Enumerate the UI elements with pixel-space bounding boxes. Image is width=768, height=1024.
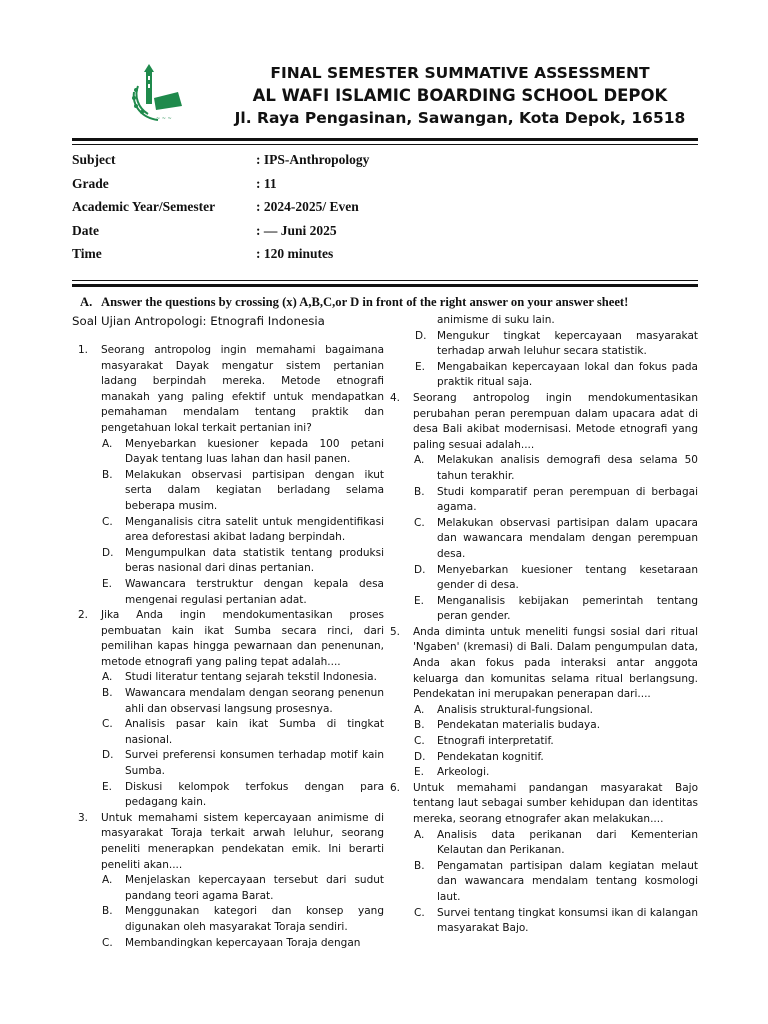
school-address: Jl. Raya Pengasinan, Sawangan, Kota Depok, 16518 xyxy=(234,109,686,127)
info-divider-thin xyxy=(72,280,698,281)
option-letter: C. xyxy=(414,735,425,748)
question-text: Seorang antropolog ingin mendokumentasikan perubahan peran perempuan dalam upacara adat di desa Bali akibat modernisasi. Metode etnografi yang paling sesuai adalah.... xyxy=(413,391,698,451)
option-text: Pendekatan kognitif. xyxy=(437,750,544,763)
option-letter: B. xyxy=(414,859,425,872)
option-letter: D. xyxy=(102,546,114,559)
option-text: Mengukur tingkat kepercayaan masyarakat terhadap arwah leluhur secara statistik. xyxy=(437,329,698,358)
option-text: Analisis data perikanan dari Kementerian Kelautan dan Perikanan. xyxy=(437,828,698,857)
option-text: Etnografi interpretatif. xyxy=(437,735,554,748)
option-text: Menggunakan kategori dan konsep yang digunakan oleh masyarakat Toraja sendiri. xyxy=(125,905,384,933)
option-a[interactable] xyxy=(101,437,384,468)
option-text: Menyebarkan kuesioner tentang kesetaraan gender di desa. xyxy=(437,563,698,592)
info-value: : 11 xyxy=(256,175,277,191)
option-letter: C. xyxy=(102,936,113,949)
option-text: Menganalisis kebijakan pemerintah tentang peran gender. xyxy=(437,594,698,623)
question-3 xyxy=(76,811,384,951)
option-text: Wawancara terstruktur dengan kepala desa mengenai regulasi pertanian adat. xyxy=(125,577,384,606)
option-c-continuation: animisme di suku lain. xyxy=(437,314,555,326)
info-label: Time xyxy=(72,246,102,262)
info-label: Grade xyxy=(72,175,109,191)
option-letter: A. xyxy=(414,828,425,841)
option-text: Melakukan analisis demografi desa selama 50 tahun terakhir. xyxy=(437,454,698,482)
option-c[interactable] xyxy=(413,906,698,937)
option-letter: B. xyxy=(102,687,113,700)
option-text: Survei preferensi konsumen terhadap motif kain Sumba. xyxy=(125,749,384,778)
option-text: Melakukan observasi partisipan dengan ikut serta dalam kegiatan berladang selama beberapa musim. xyxy=(125,468,384,512)
option-c[interactable] xyxy=(101,515,384,546)
option-a[interactable] xyxy=(413,703,698,719)
question-number: 1. xyxy=(78,344,89,356)
info-value: : IPS-Anthropology xyxy=(256,152,370,167)
option-text: Mengabaikan kepercayaan lokal dan fokus pada praktik ritual saja. xyxy=(437,360,698,389)
option-letter: A. xyxy=(102,671,113,684)
info-divider-thick xyxy=(72,284,698,287)
question-4 xyxy=(388,391,698,625)
option-c[interactable] xyxy=(101,717,384,748)
logo-arabic-inscription: ~ ~ ~ xyxy=(156,116,172,122)
info-value: : 2024-2025/ Even xyxy=(256,199,359,215)
question-number: 4. xyxy=(390,391,401,404)
section-title: Soal Ujian Antropologi: Etnografi Indonesia xyxy=(72,314,325,328)
option-a[interactable] xyxy=(413,453,698,484)
option-letter: B. xyxy=(414,485,425,498)
option-letter: A. xyxy=(414,454,425,467)
question-text: Seorang antropolog ingin memahami bagaimana masyarakat Dayak mengatur sistem pertanian ladang berpindah mereka. Metode etnografi manakah yang paling efektif untuk mendapatkan pemahaman mendalam tentang praktik dan pengetahuan lokal terkait pertanian ini? xyxy=(101,344,384,434)
option-letter: E. xyxy=(102,577,112,590)
option-e[interactable] xyxy=(101,780,384,811)
option-b[interactable] xyxy=(101,686,384,717)
option-text: Survei tentang tingkat konsumsi ikan di kalangan masyarakat Bajo. xyxy=(437,906,698,935)
option-text: Menganalisis citra satelit untuk mengidentifikasi area deforestasi akibat ladang berpindah. xyxy=(125,515,384,544)
option-b[interactable] xyxy=(413,718,698,734)
option-letter: D. xyxy=(414,563,426,576)
option-letter: B. xyxy=(414,719,425,732)
option-letter: E. xyxy=(414,766,424,779)
school-crest-icon xyxy=(126,62,186,124)
option-text: Studi literatur tentang sejarah tekstil Indonesia. xyxy=(125,671,377,684)
option-a[interactable] xyxy=(101,670,384,686)
option-c[interactable] xyxy=(413,734,698,750)
option-letter: B. xyxy=(102,905,113,918)
info-value: : — Juni 2025 xyxy=(256,222,337,238)
option-letter: B. xyxy=(102,468,113,481)
option-letter: D. xyxy=(414,750,426,763)
option-b[interactable] xyxy=(413,485,698,516)
questions-column-left xyxy=(76,343,384,951)
option-letter: E. xyxy=(102,780,112,793)
question-1 xyxy=(76,343,384,608)
option-d[interactable] xyxy=(388,329,698,360)
option-text: Mengumpulkan data statistik tentang produksi beras nasional dari dinas pertanian. xyxy=(125,546,384,575)
info-label: Subject xyxy=(72,152,116,167)
option-a[interactable] xyxy=(101,873,384,904)
option-letter: A. xyxy=(102,437,113,450)
option-b[interactable] xyxy=(101,468,384,515)
question-text: Jika Anda ingin mendokumentasikan proses pembuatan kain ikat Sumba secara rinci, dari pemilihan kapas hingga pewarnaan dan penenunan, metode etnografi yang paling tepat adalah.... xyxy=(101,609,384,668)
option-c[interactable] xyxy=(101,936,384,952)
option-e[interactable] xyxy=(413,765,698,781)
info-value: : 120 minutes xyxy=(256,246,334,262)
exam-title: FINAL SEMESTER SUMMATIVE ASSESSMENT xyxy=(270,64,650,82)
option-letter: E. xyxy=(414,594,424,607)
option-b[interactable] xyxy=(101,904,384,935)
option-text: Arkeologi. xyxy=(437,766,490,779)
option-text: Menjelaskan kepercayaan tersebut dari sudut pandang teori agama Barat. xyxy=(125,874,384,902)
option-text: Wawancara mendalam dengan seorang penenun ahli dan observasi langsung prosesnya. xyxy=(125,687,384,715)
question-number: 2. xyxy=(78,609,89,622)
questions-column-right xyxy=(388,313,698,937)
question-text: Anda diminta untuk meneliti fungsi sosial dari ritual 'Ngaben' (kremasi) di Bali. Dalam pengumpulan data, Anda akan fokus pada interaksi antar anggota keluarga dan komunitas selama ritual berlangsung. Pendekatan ini merupakan penerapan dari.... xyxy=(413,625,698,701)
option-text: Studi komparatif peran perempuan di berbagai agama. xyxy=(437,485,698,514)
question-6 xyxy=(388,781,698,937)
option-letter: D. xyxy=(415,329,427,342)
option-a[interactable] xyxy=(413,828,698,859)
option-text: Pendekatan materialis budaya. xyxy=(437,719,601,732)
question-text: Untuk memahami pandangan masyarakat Bajo tentang laut sebagai sumber kehidupan dan identitas mereka, seorang etnografer akan melakukan.... xyxy=(413,781,698,825)
option-e[interactable] xyxy=(413,594,698,625)
option-letter: A. xyxy=(414,703,425,716)
option-letter: A. xyxy=(102,874,113,887)
option-text: Melakukan observasi partisipan dalam upacara dan wawancara mendalam dengan perempuan desa. xyxy=(437,516,698,560)
option-c[interactable] xyxy=(413,516,698,563)
option-text: Analisis pasar kain ikat Sumba di tingkat nasional. xyxy=(125,718,384,746)
option-text: Menyebarkan kuesioner kepada 100 petani Dayak tentang luas lahan dan hasil panen. xyxy=(125,437,384,466)
option-letter: C. xyxy=(102,515,113,528)
option-text: Diskusi kelompok terfokus dengan para pedagang kain. xyxy=(125,780,384,809)
option-e[interactable] xyxy=(388,360,698,391)
option-d[interactable] xyxy=(101,748,384,779)
question-text: Untuk memahami sistem kepercayaan animisme di masyarakat Toraja terkait arwah leluhur, seorang peneliti menerapkan pendekatan emik. Ini berarti peneliti akan.... xyxy=(101,811,384,871)
question-number: 6. xyxy=(390,781,401,794)
question-2 xyxy=(76,608,384,811)
question-5 xyxy=(388,625,698,781)
question-number: 3. xyxy=(78,811,89,824)
info-label: Academic Year/Semester xyxy=(72,199,216,215)
info-label: Date xyxy=(72,222,99,238)
option-d[interactable] xyxy=(413,750,698,766)
option-letter: C. xyxy=(414,516,425,529)
school-name: AL WAFI ISLAMIC BOARDING SCHOOL DEPOK xyxy=(252,86,668,105)
question-number: 5. xyxy=(390,625,401,638)
header-divider-thin xyxy=(72,144,698,145)
option-text: Membandingkan kepercayaan Toraja dengan xyxy=(125,936,361,949)
option-e[interactable] xyxy=(101,577,384,608)
option-letter: C. xyxy=(102,718,113,731)
option-b[interactable] xyxy=(413,859,698,906)
option-d[interactable] xyxy=(413,563,698,594)
option-letter: D. xyxy=(102,749,114,762)
instruction-text: A. Answer the questions by crossing (x) A,B,C,or D in front of the right answer on your answer sheet! xyxy=(80,295,629,309)
option-text: Analisis struktural-fungsional. xyxy=(437,703,593,716)
option-text: Pengamatan partisipan dalam kegiatan melaut dan wawancara mendalam tentang kosmologi laut. xyxy=(437,859,698,903)
option-letter: E. xyxy=(415,360,425,373)
option-letter: C. xyxy=(414,906,425,919)
option-d[interactable] xyxy=(101,546,384,577)
header-divider-thick xyxy=(72,138,698,141)
